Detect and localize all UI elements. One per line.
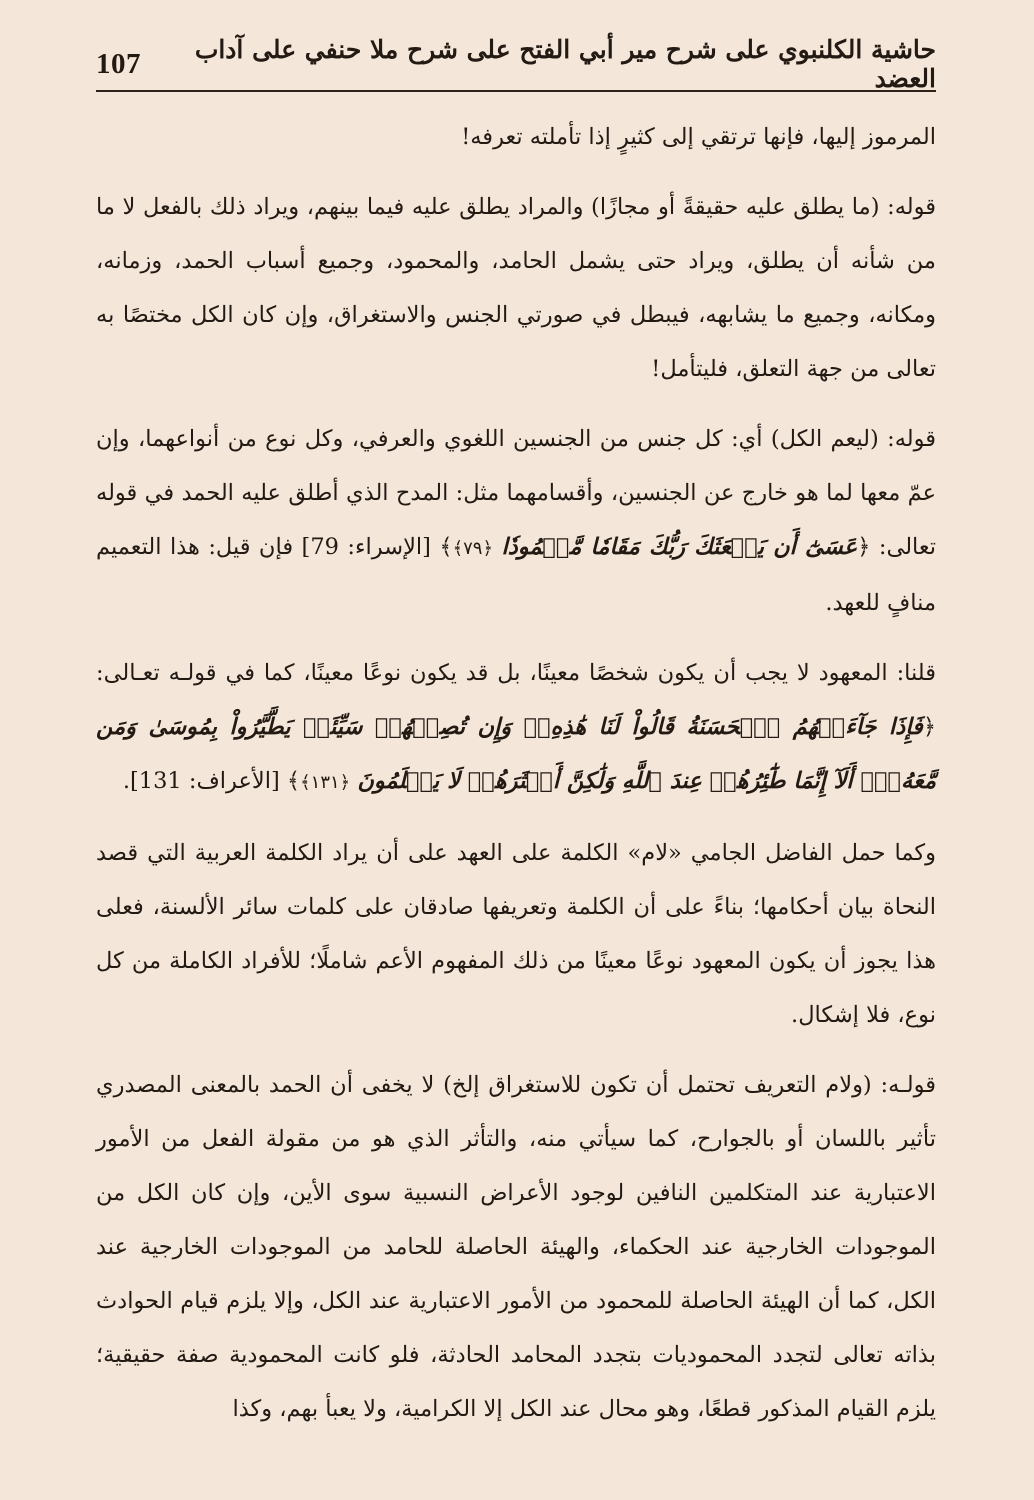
paragraph-3-text: قوله: (ليعم الكل) أي: كل جنس من الجنسين اللغوي والعرفي، وكل نوع من أنواعهما، وإن عمّ معها لما هو خارج عن الجنسين، وأقسامهما مثل: المدح الذي أطلق عليه الحمد في قوله تعالى: ﴿ [96, 426, 937, 560]
paragraph-3-objection: فإن قيل: هذا التعميم منافٍ للعهد. [96, 534, 936, 616]
page-number: 107 [96, 47, 141, 80]
quran-verse-isra: عَسَىٰٓ أَن يَبۡعَثَكَ رَبُّكَ مَقَامٗا مَّحۡمُودٗا [501, 534, 858, 560]
body-text [96, 110, 936, 1436]
paragraph-2: قوله: (ما يطلق عليه حقيقةً أو مجازًا) والمراد يطلق عليه فيما بينهم، ويراد ذلك بالفعل لا ما من شأنه أن يطلق، ويراد حتى يشمل الحامد، والمحمود، وجميع أسباب الحمد، وزمانه، ومكانه، وجميع ما يشابهه، فيبطل في صورتي الجنس والاستغراق، وإن كان الكل مختصًا به تعالى من جهة التعلق، فليتأمل! [96, 194, 936, 382]
ayah-number-79: ﴿٧٩﴾ [452, 538, 494, 559]
running-title: حاشية الكلنبوي على شرح مير أبي الفتح على شرح ملا حنفي على آداب العضد [194, 35, 936, 93]
paragraph-4: قلنا: المعهود لا يجب أن يكون شخصًا معينًا، بل قد يكون نوعًا معينًا، كما في قولـه تعـالى: ﴿فَإِذَا جَآءَتۡهُمُ ٱلۡحَسَنَةُ قَالُواْ لَنَا هَٰذِهِۦۖ وَإِن تُصِبۡهُمۡ سَيِّئَةٞ يَطَّيَّرُواْ بِمُوسَىٰ وَمَن مَّعَهُۥٓۗ أَلَآ إِنَّمَا طَٰٓئِرُهُمۡ عِندَ ٱللَّهِ وَلَٰكِنَّ أَكۡثَرَهُمۡ لَا يَعۡلَمُونَ ﴿١٣١﴾﴾ [الأعراف: 131]. [96, 660, 936, 794]
page-header [96, 35, 936, 93]
paragraph-6: قولـه: (ولام التعريف تحتمل أن تكون للاستغراق إلخ) لا يخفى أن الحمد بالمعنى المصدري تأثير باللسان أو بالجوارح، كما سيأتي منه، والتأثر الذي هو من مقولة الفعل من الأمور الاعتبارية عند المتكلمين النافين لوجود الأعراض النسبية سوى الأين، وإن كان الكل من الموجودات الخارجية عند الحكماء، والهيئة الحاصلة للحامد من الموجودات الخارجية عند الكل، كما أن الهيئة الحاصلة للمحمود من الأمور الاعتبارية عند الكل، وإلا يلزم قيام الحوادث بذاته تعالى لتجدد المحموديات بتجدد المحامد الحادثة، فلو كانت المحمودية صفة حقيقية؛ يلزم القيام المذكور قطعًا، وهو محال عند الكل إلا الكرامية، ولا يعبأ بهم، وكذا [96, 1072, 936, 1422]
verse-reference-araf: [الأعراف: 131]. [122, 768, 280, 794]
verse-reference-isra: [الإسراء: 79] [301, 534, 431, 560]
quran-verse-araf: فَإِذَا جَآءَتۡهُمُ ٱلۡحَسَنَةُ قَالُواْ لَنَا هَٰذِهِۦۖ وَإِن تُصِبۡهُمۡ سَيِّئَةٞ يَطَّيَّرُواْ بِمُوسَىٰ وَمَن مَّعَهُۥٓۗ أَلَآ إِنَّمَا طَٰٓئِرُهُمۡ عِندَ ٱللَّهِ وَلَٰكِنَّ أَكۡثَرَهُمۡ لَا يَعۡلَمُونَ [96, 714, 936, 794]
ayah-number-131: ﴿١٣١﴾ [300, 772, 351, 793]
paragraph-3: قوله: (ليعم الكل) أي: كل جنس من الجنسين اللغوي والعرفي، وكل نوع من أنواعهما، وإن عمّ معها لما هو خارج عن الجنسين، وأقسامهما مثل: المدح الذي أطلق عليه الحمد في قوله تعالى: ﴿عَسَىٰٓ أَن يَبۡعَثَكَ رَبُّكَ مَقَامٗا مَّحۡمُودٗا ﴿٧٩﴾﴾ [الإسراء: 79] فإن قيل: هذا التعميم منافٍ للعهد. [96, 426, 937, 616]
paragraph-5: وكما حمل الفاضل الجامي «لام» الكلمة على العهد على أن يراد الكلمة العربية التي قصد النحاة بيان أحكامها؛ بناءً على أن الكلمة وتعريفها صادقان على كلمات سائر الألسنة، فعلى هذا يجوز أن يكون المعهود نوعًا معينًا من ذلك المفهوم الأعم شاملًا؛ للأفراد الكاملة من كل نوع، فلا إشكال. [96, 840, 936, 1028]
book-page [96, 35, 937, 1458]
paragraph-1: المرموز إليها، فإنها ترتقي إلى كثيرٍ إذا تأملته تعرفه! [461, 124, 936, 150]
paragraph-4-text: قلنا: المعهود لا يجب أن يكون شخصًا معينًا، بل قد يكون نوعًا معينًا، كما في قولـه تعـالى: ﴿ [96, 660, 936, 740]
